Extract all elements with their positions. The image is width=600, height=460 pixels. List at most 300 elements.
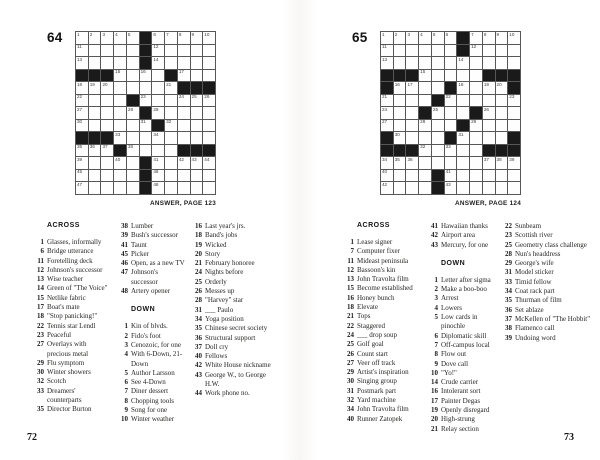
- black-square: [76, 70, 88, 82]
- grid-cell: [432, 107, 444, 119]
- black-square: [470, 107, 482, 119]
- grid-cell: [470, 182, 482, 194]
- grid-cell: [101, 157, 113, 169]
- clue-number: 25: [195, 277, 202, 286]
- grid-cell: [406, 95, 418, 107]
- black-square: [127, 95, 139, 107]
- clue-number: 8: [124, 396, 128, 405]
- clue-text: Band's jobs: [205, 231, 238, 240]
- grid-cell: [419, 70, 431, 82]
- clue-item: [32, 312, 112, 321]
- black-square: [152, 120, 164, 132]
- clue-number: 21: [195, 259, 202, 268]
- cell-number: 42: [178, 156, 184, 162]
- clue-number: 21: [431, 424, 438, 433]
- clue-number: 1: [124, 322, 128, 331]
- clue-text: Winter weather: [131, 415, 175, 424]
- clue-number: 20: [195, 249, 202, 258]
- clue-number: 6: [434, 331, 438, 340]
- clue-item: [342, 303, 422, 312]
- clue-item: [116, 341, 186, 350]
- grid-cell: [114, 120, 126, 132]
- clue-text: Scotch: [47, 377, 67, 386]
- clue-item: [342, 294, 422, 303]
- grid-cell: [178, 107, 190, 119]
- grid-cell: [89, 57, 101, 69]
- cell-number: 18: [458, 81, 464, 87]
- clue-number: 6: [124, 378, 128, 387]
- clue-text: Diplomatic skill: [441, 331, 487, 340]
- grid-cell: [152, 132, 164, 144]
- clue-text: Winter showers: [47, 368, 91, 377]
- grid-cell: [496, 107, 508, 119]
- cell-number: 10: [509, 31, 515, 37]
- clue-number: 11: [37, 256, 44, 265]
- grid-cell: [101, 57, 113, 69]
- grid-cell: [140, 120, 152, 132]
- clue-text: Tennis star Lendl: [47, 321, 96, 330]
- clue-item: [426, 341, 496, 350]
- grid-cell: [457, 157, 469, 169]
- grid-cell: [445, 145, 457, 157]
- page-number-left: 72: [27, 432, 37, 443]
- clue-number: 19: [431, 406, 438, 415]
- clue-number: 23: [505, 231, 512, 240]
- cell-number: 36: [89, 144, 95, 150]
- clue-item: [500, 296, 592, 305]
- grid-cell: [483, 107, 495, 119]
- grid-cell: [165, 182, 177, 194]
- clue-item: [190, 259, 282, 268]
- clue-item: [500, 315, 592, 324]
- clue-item: [342, 415, 422, 424]
- clue-text: Song for one: [131, 406, 168, 415]
- clue-number: 9: [124, 406, 128, 415]
- grid-cell: [381, 32, 393, 44]
- grid-cell: [508, 182, 520, 194]
- black-square: [483, 145, 495, 157]
- grid-cell: [165, 170, 177, 182]
- clue-item: [32, 266, 112, 275]
- clue-text: Flu symptom: [47, 358, 85, 367]
- clue-text: Peaceful: [47, 330, 72, 339]
- clue-item: [500, 287, 592, 296]
- grid-cell: [127, 120, 139, 132]
- clue-item: [32, 387, 112, 406]
- clue-number: 26: [195, 287, 202, 296]
- grid-cell: [483, 157, 495, 169]
- cell-number: 21: [166, 81, 172, 87]
- cell-number: 37: [483, 156, 489, 162]
- grid-cell: [483, 182, 495, 194]
- grid-cell: [127, 182, 139, 194]
- clue-text: Postmark part: [357, 386, 397, 395]
- clue-number: 13: [37, 275, 44, 284]
- black-square: [191, 145, 203, 157]
- cell-number: 8: [483, 31, 487, 37]
- clue-text: With 6-Down, 21-Down: [131, 350, 183, 368]
- grid-cell: [191, 45, 203, 57]
- clue-item: [426, 406, 496, 415]
- clue-item: [426, 231, 496, 240]
- cell-number: 2: [89, 31, 93, 37]
- black-square: [394, 70, 406, 82]
- clue-item: [500, 222, 592, 231]
- clue-number: 29: [37, 358, 44, 367]
- clue-text: Honey bunch: [357, 293, 395, 302]
- grid-cell: [203, 157, 215, 169]
- clue-number: 23: [37, 330, 44, 339]
- cell-number: 29: [153, 106, 159, 112]
- black-square: [165, 70, 177, 82]
- grid-cell: [406, 182, 418, 194]
- grid-cell: [470, 45, 482, 57]
- grid-cell: [203, 70, 215, 82]
- grid-cell: [152, 170, 164, 182]
- grid-cell: [178, 57, 190, 69]
- clue-text: Sunbeam: [515, 222, 542, 230]
- clue-number: 18: [37, 312, 44, 321]
- cell-number: 6: [445, 31, 449, 37]
- clue-section-heading-down: DOWN: [131, 306, 156, 314]
- cell-number: 42: [382, 181, 388, 187]
- grid-cell: [457, 132, 469, 144]
- answer-page-note-65: ANSWER, PAGE 124: [454, 200, 521, 207]
- clue-text: Yard machine: [357, 396, 396, 405]
- clue-number: 42: [431, 231, 438, 240]
- grid-cell: [445, 170, 457, 182]
- grid-cell: [457, 145, 469, 157]
- clue-text: Foretelling deck: [47, 256, 93, 265]
- grid-cell: [140, 70, 152, 82]
- black-square: [432, 182, 444, 194]
- clue-section-heading-across: ACROSS: [47, 222, 80, 229]
- grid-cell: [140, 95, 152, 107]
- cell-number: 30: [77, 119, 83, 125]
- clue-item: [426, 369, 496, 378]
- clue-number: 34: [505, 287, 512, 296]
- grid-cell: [419, 120, 431, 132]
- clue-text: Low cards in pinochle: [441, 313, 478, 331]
- grid-cell: [419, 32, 431, 44]
- grid-cell: [445, 70, 457, 82]
- puzzle-number-64: 64: [47, 30, 63, 45]
- clue-item: [426, 285, 496, 294]
- grid-cell: [152, 82, 164, 94]
- clue-number: 41: [121, 240, 128, 249]
- grid-cell: [483, 95, 495, 107]
- clue-item: [190, 296, 282, 305]
- grid-cell: [127, 157, 139, 169]
- clue-number: 14: [37, 284, 44, 293]
- clue-number: 11: [347, 256, 354, 265]
- clue-item: [116, 415, 186, 424]
- grid-cell: [101, 170, 113, 182]
- answer-page-note-64: ANSWER, PAGE 123: [149, 200, 216, 207]
- clue-item: [342, 322, 422, 331]
- black-square: [432, 170, 444, 182]
- grid-cell: [445, 45, 457, 57]
- grid-cell: [406, 32, 418, 44]
- clue-item: [342, 368, 422, 377]
- clue-text: Scottish river: [515, 231, 553, 240]
- clue-text: George W., to George H.W.: [205, 370, 266, 389]
- clue-text: ___ Paulo: [205, 305, 234, 314]
- clue-text: Chinese secret society: [205, 324, 268, 333]
- cell-number: 40: [382, 169, 388, 175]
- grid-cell: [394, 157, 406, 169]
- grid-cell: [432, 45, 444, 57]
- clue-item: [190, 389, 282, 398]
- black-square: [406, 145, 418, 157]
- clue-number: 33: [505, 277, 512, 286]
- cell-number: 36: [407, 156, 413, 162]
- clue-item: [500, 334, 592, 343]
- grid-cell: [406, 82, 418, 94]
- grid-cell: [457, 170, 469, 182]
- cell-number: 7: [166, 31, 169, 37]
- cell-number: 40: [115, 156, 121, 162]
- clue-item: [342, 275, 422, 284]
- grid-cell: [101, 95, 113, 107]
- clue-text: McKellen of "The Hobbit": [515, 314, 591, 323]
- grid-cell: [76, 157, 88, 169]
- grid-cell: [470, 120, 482, 132]
- grid-cell: [114, 45, 126, 57]
- clue-item: [342, 387, 422, 396]
- clue-text: Model sticker: [515, 268, 554, 277]
- cell-number: 7: [471, 31, 474, 37]
- grid-cell: [394, 170, 406, 182]
- clue-text: Boat's mate: [47, 303, 80, 312]
- grid-cell: [496, 57, 508, 69]
- grid-cell: [470, 70, 482, 82]
- clue-number: 17: [37, 303, 44, 312]
- cell-number: 17: [178, 69, 184, 75]
- clue-item: [190, 306, 282, 315]
- clue-number: 15: [347, 284, 354, 293]
- puzzle-number-65: 65: [352, 30, 368, 45]
- clue-list-65: [342, 222, 592, 434]
- clue-number: 19: [195, 240, 202, 249]
- cell-number: 17: [407, 81, 413, 87]
- cell-number: 46: [153, 169, 159, 175]
- black-square: [191, 82, 203, 94]
- grid-cell: [178, 120, 190, 132]
- clue-number: 31: [195, 305, 202, 314]
- clue-number: 34: [195, 314, 202, 323]
- clue-text: Mercury, for one: [441, 240, 489, 249]
- black-square: [406, 70, 418, 82]
- grid-cell: [76, 145, 88, 157]
- cell-number: 22: [77, 94, 83, 100]
- black-square: [381, 82, 393, 94]
- clue-item: [342, 405, 422, 414]
- black-square: [445, 132, 457, 144]
- grid-cell: [470, 57, 482, 69]
- grid-cell: [114, 107, 126, 119]
- grid-cell: [76, 82, 88, 94]
- black-square: [140, 107, 152, 119]
- black-square: [445, 82, 457, 94]
- grid-cell: [178, 170, 190, 182]
- black-square: [140, 182, 152, 194]
- grid-cell: [432, 70, 444, 82]
- grid-cell: [496, 82, 508, 94]
- clue-number: 35: [37, 405, 44, 414]
- grid-cell: [127, 170, 139, 182]
- clue-number: 48: [121, 287, 128, 296]
- clue-item: [342, 396, 422, 405]
- clue-text: Bush's successor: [131, 231, 178, 240]
- grid-cell: [394, 107, 406, 119]
- grid-cell: [406, 120, 418, 132]
- clue-text: Chopping tools: [131, 396, 174, 405]
- clue-number: 39: [121, 231, 128, 240]
- grid-cell: [483, 57, 495, 69]
- cell-number: 20: [496, 81, 502, 87]
- black-square: [508, 132, 520, 144]
- clue-column-1: [32, 222, 112, 415]
- clue-number: 35: [195, 324, 202, 333]
- clue-text: Runner Zatopek: [357, 414, 403, 423]
- clue-text: Orderly: [205, 277, 227, 286]
- black-square: [89, 70, 101, 82]
- grid-cell: [496, 132, 508, 144]
- clue-item: [190, 268, 282, 277]
- cell-number: 38: [127, 144, 134, 150]
- clue-item: [116, 397, 186, 406]
- cell-number: 32: [166, 119, 172, 125]
- cell-number: 13: [77, 56, 83, 62]
- clue-number: 22: [505, 222, 512, 230]
- clue-text: Lumber: [131, 222, 154, 230]
- grid-cell: [483, 45, 495, 57]
- grid-cell: [114, 57, 126, 69]
- grid-cell: [152, 57, 164, 69]
- clue-text: Overlays with precious metal: [47, 340, 89, 358]
- clue-item: [342, 377, 422, 386]
- clue-item: [342, 359, 422, 368]
- black-square: [381, 145, 393, 157]
- cell-number: 9: [496, 31, 500, 37]
- cell-number: 43: [191, 156, 197, 162]
- cell-number: 3: [407, 31, 411, 37]
- clue-text: Timid fellow: [515, 277, 552, 286]
- clue-number: 3: [124, 340, 128, 349]
- grid-cell: [496, 32, 508, 44]
- clue-text: John Travolta film: [357, 275, 409, 284]
- grid-cell: [165, 95, 177, 107]
- clue-number: 7: [350, 247, 354, 256]
- grid-cell: [457, 70, 469, 82]
- clue-text: George's wife: [515, 259, 554, 268]
- clue-number: 34: [347, 405, 354, 414]
- clue-column-1: [342, 222, 422, 424]
- black-square: [496, 70, 508, 82]
- cell-number: 32: [420, 144, 426, 150]
- grid-cell: [381, 107, 393, 119]
- clue-item: [116, 222, 186, 231]
- clue-text: Wise teacher: [47, 275, 84, 284]
- clue-item: [190, 315, 282, 324]
- clue-number: 32: [37, 377, 44, 386]
- grid-cell: [394, 120, 406, 132]
- clue-item: [32, 368, 112, 377]
- grid-cell: [445, 182, 457, 194]
- cell-number: 47: [77, 181, 83, 187]
- clue-item: [500, 259, 592, 268]
- clue-number: 7: [434, 340, 438, 349]
- grid-cell: [76, 170, 88, 182]
- clue-item: [32, 322, 112, 331]
- clue-text: Artery opener: [131, 287, 171, 296]
- crossword-grid-64: [75, 31, 216, 195]
- grid-cell: [419, 82, 431, 94]
- cell-number: 30: [394, 131, 400, 137]
- clue-text: Last year's jrs.: [205, 222, 246, 230]
- grid-cell: [178, 95, 190, 107]
- cell-number: 15: [115, 69, 121, 75]
- grid-cell: [101, 32, 113, 44]
- grid-cell: [496, 95, 508, 107]
- clue-item: [116, 350, 186, 369]
- clue-text: Taunt: [131, 240, 147, 249]
- clue-item: [426, 332, 496, 341]
- grid-cell: [203, 107, 215, 119]
- clue-item: [190, 343, 282, 352]
- cell-number: 22: [445, 94, 451, 100]
- clue-text: Story: [205, 249, 221, 258]
- clue-text: Staggered: [357, 321, 385, 330]
- clue-item: [190, 371, 282, 390]
- grid-cell: [394, 182, 406, 194]
- clue-item: [342, 312, 422, 321]
- grid-cell: [432, 120, 444, 132]
- clue-text: Set ablaze: [515, 305, 544, 314]
- cell-number: 20: [102, 81, 108, 87]
- clue-section-heading-down: DOWN: [441, 259, 466, 267]
- clue-number: 31: [347, 386, 354, 395]
- cell-number: 41: [445, 169, 451, 175]
- clue-text: Golf goal: [357, 340, 384, 349]
- clue-number: 33: [37, 386, 44, 395]
- grid-cell: [483, 120, 495, 132]
- clue-number: 1: [434, 275, 438, 284]
- clue-text: Doll cry: [205, 342, 229, 351]
- grid-cell: [76, 95, 88, 107]
- cell-number: 18: [77, 81, 83, 87]
- clue-text: Glasses, informally: [47, 238, 102, 246]
- grid-cell: [101, 120, 113, 132]
- clue-item: [342, 247, 422, 256]
- grid-cell: [432, 132, 444, 144]
- grid-cell: [457, 95, 469, 107]
- black-square: [508, 145, 520, 157]
- grid-cell: [203, 182, 215, 194]
- clue-number: 1: [350, 238, 354, 246]
- clue-item: [116, 250, 186, 259]
- clue-item: [116, 378, 186, 387]
- grid-cell: [76, 57, 88, 69]
- grid-cell: [470, 32, 482, 44]
- clue-item: [116, 259, 186, 268]
- clue-column-3: [500, 222, 592, 343]
- clue-item: [190, 324, 282, 333]
- black-square: [76, 132, 88, 144]
- grid-cell: [127, 132, 139, 144]
- grid-cell: [152, 157, 164, 169]
